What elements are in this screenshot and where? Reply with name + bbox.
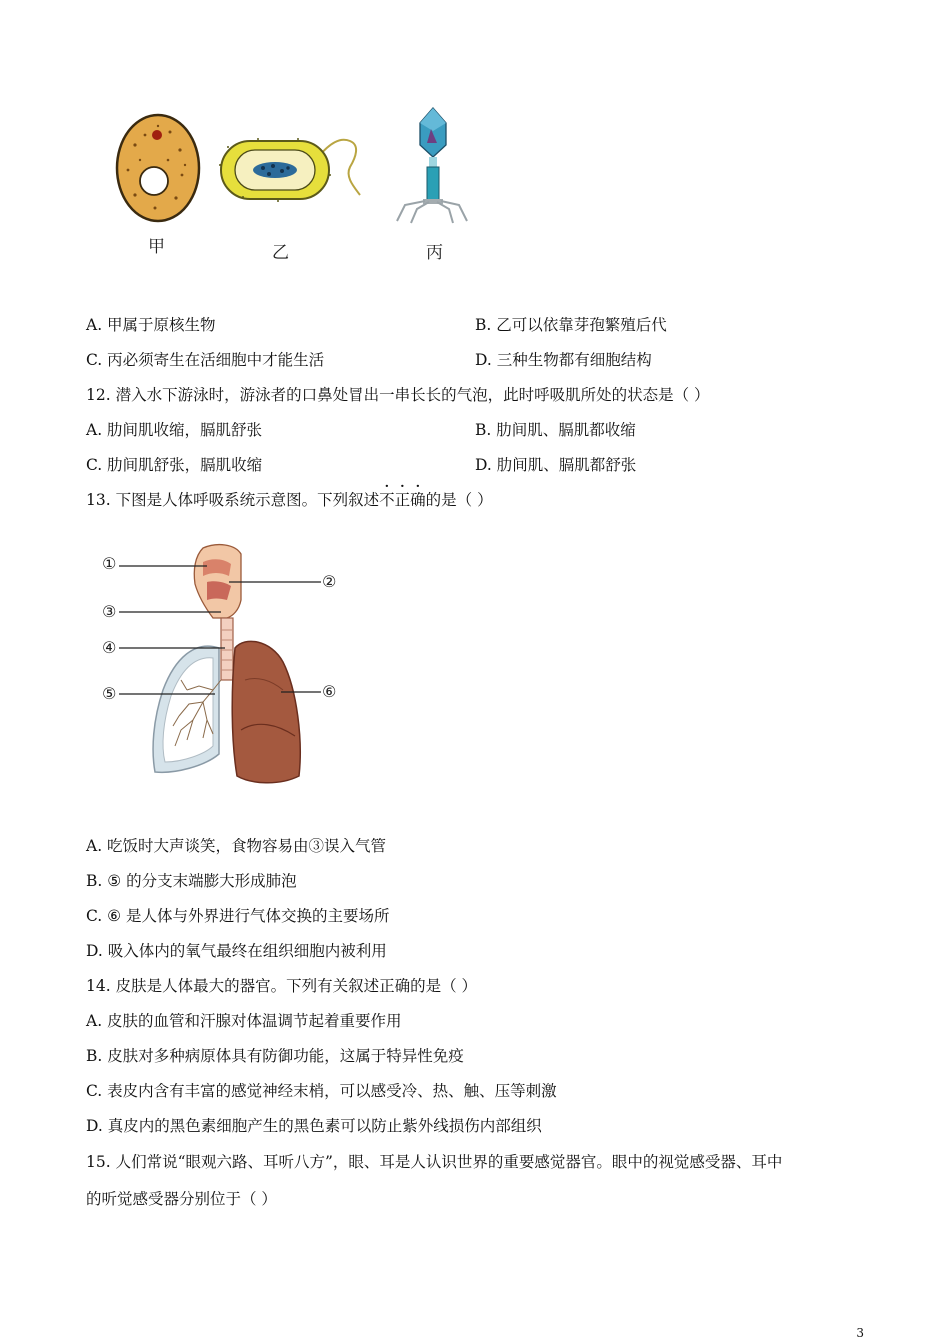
page-number: 3 bbox=[856, 1326, 864, 1340]
marker-5: ⑤ bbox=[102, 684, 117, 703]
q13-option-a[interactable]: A. 吃饭时大声谈笑，食物容易由③误入气管 bbox=[86, 837, 387, 855]
q12-stem: 12. 潜入水下游泳时，游泳者的口鼻处冒出一串长长的气泡，此时呼吸肌所处的状态是（ ） bbox=[86, 386, 710, 404]
bacterium-figure bbox=[218, 135, 368, 210]
q14-option-d[interactable]: D. 真皮内的黑色素细胞产生的黑色素可以防止紫外线损伤内部组织 bbox=[86, 1117, 542, 1135]
q13-stem bbox=[86, 490, 493, 510]
bacteriophage-figure bbox=[393, 105, 473, 230]
q15-stem-line1: 15. 人们常说“眼观六路、耳听八方”，眼、耳是人认识世界的重要感觉器官。眼中的视觉感受器、耳中 bbox=[86, 1153, 783, 1171]
q14-option-b[interactable]: B. 皮肤对多种病原体具有防御功能，这属于特异性免疫 bbox=[86, 1047, 464, 1065]
q11-option-d[interactable]: D. 三种生物都有细胞结构 bbox=[475, 351, 652, 369]
figure-label-bing: 丙 bbox=[426, 243, 443, 263]
q14-stem: 14. 皮肤是人体最大的器官。下列有关叙述正确的是（ ） bbox=[86, 977, 478, 995]
figure-label-jia: 甲 bbox=[148, 237, 165, 257]
q13-stem-post: 的是（ ） bbox=[425, 491, 493, 509]
q13-stem-pre: 13. 下图是人体呼吸系统示意图。下列叙述 bbox=[86, 491, 380, 509]
q12-option-b[interactable]: B. 肋间肌、膈肌都收缩 bbox=[475, 421, 636, 439]
yeast-cell-figure bbox=[110, 110, 210, 225]
q11-option-c[interactable]: C. 丙必须寄生在活细胞中才能生活 bbox=[86, 351, 325, 369]
marker-6: ⑥ bbox=[322, 682, 337, 701]
q14-option-c[interactable]: C. 表皮内含有丰富的感觉神经末梢，可以感受冷、热、触、压等刺激 bbox=[86, 1082, 557, 1100]
q13-option-d[interactable]: D. 吸入体内的氧气最终在组织细胞内被利用 bbox=[86, 942, 387, 960]
marker-2: ② bbox=[322, 572, 337, 591]
figure-label-yi: 乙 bbox=[272, 243, 289, 263]
q13-emphasis-char: 不 bbox=[379, 491, 395, 509]
marker-4: ④ bbox=[102, 638, 117, 657]
q13-emphasis-char: 正 bbox=[394, 491, 411, 509]
q15-stem-line2: 的听觉感受器分别位于（ ） bbox=[86, 1190, 277, 1208]
q13-emphasis-char: 确 bbox=[410, 491, 426, 509]
q13-option-b[interactable]: B. ⑤ 的分支末端膨大形成肺泡 bbox=[86, 872, 297, 890]
q12-option-a[interactable]: A. 肋间肌收缩，膈肌舒张 bbox=[86, 421, 263, 439]
q12-option-d[interactable]: D. 肋间肌、膈肌都舒张 bbox=[475, 456, 637, 474]
q13-option-c[interactable]: C. ⑥ 是人体与外界进行气体交换的主要场所 bbox=[86, 907, 390, 925]
q12-option-c[interactable]: C. 肋间肌舒张，膈肌收缩 bbox=[86, 456, 263, 474]
marker-1: ① bbox=[102, 554, 117, 573]
q11-option-a[interactable]: A. 甲属于原核生物 bbox=[86, 316, 216, 334]
respiratory-system-figure bbox=[95, 540, 350, 795]
q11-option-b[interactable]: B. 乙可以依靠芽孢繁殖后代 bbox=[475, 316, 667, 334]
marker-3: ③ bbox=[102, 602, 117, 621]
q14-option-a[interactable]: A. 皮肤的血管和汗腺对体温调节起着重要作用 bbox=[86, 1012, 402, 1030]
